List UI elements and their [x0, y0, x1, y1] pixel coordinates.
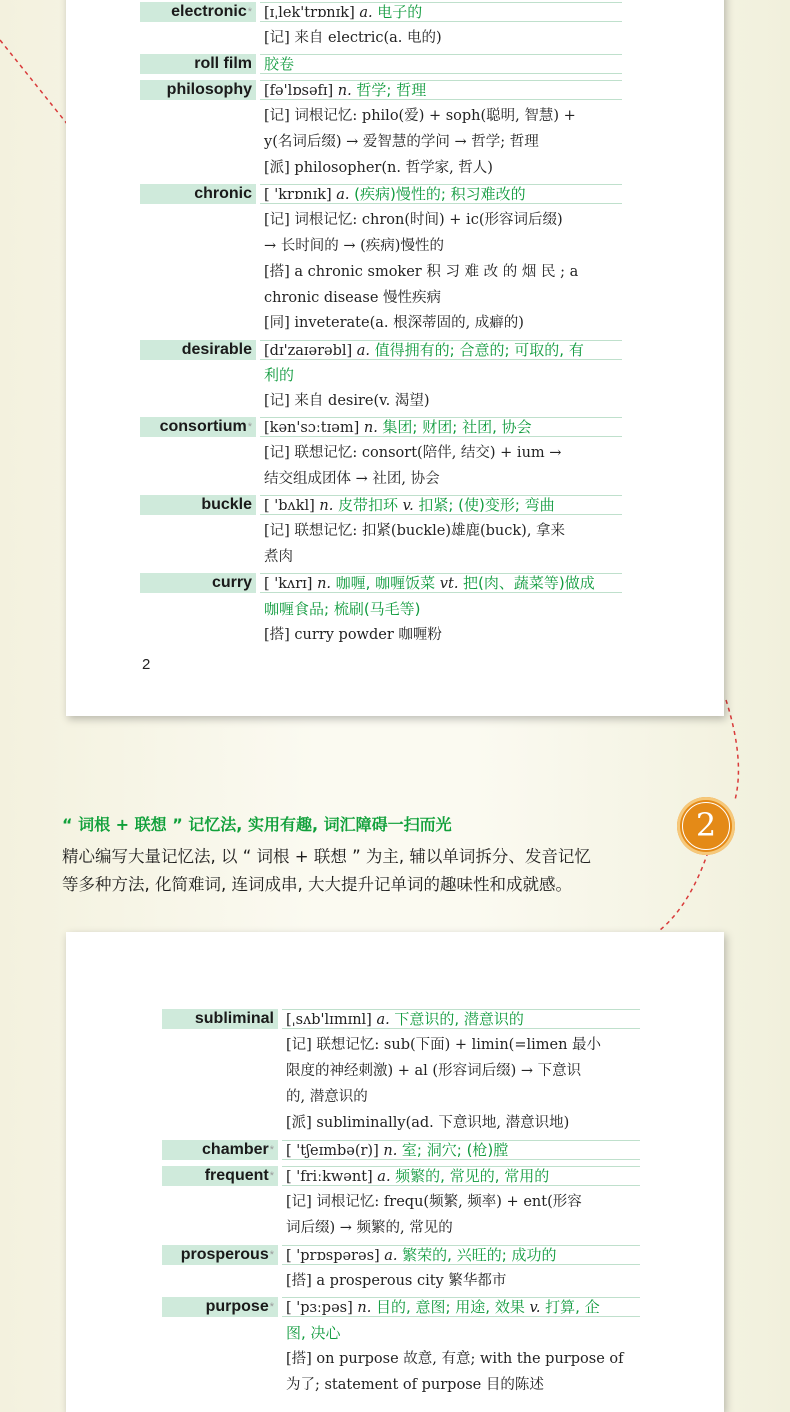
entry-definition [264, 495, 555, 516]
entry-note-line [264, 599, 421, 620]
part-of-speech: a. [371, 1012, 395, 1028]
note-text: [搭] a chronic smoker 积 习 难 改 的 烟 民 ; a [264, 263, 579, 280]
part-of-speech: a. [379, 1247, 403, 1264]
part-of-speech: n. [314, 498, 338, 515]
note-text: [搭] curry powder 咖喱粉 [264, 627, 442, 643]
headword-roll-film [140, 54, 256, 74]
dictionary-page-1 [66, 0, 724, 716]
entry-note-line [286, 1113, 569, 1133]
note-text: → 长时间的 → (疾病)慢性的 [264, 237, 444, 254]
entry-note-line [264, 391, 430, 411]
part-of-speech: vt. [435, 576, 464, 593]
badge-number: 2 [682, 802, 730, 850]
note-text: [记] 来自 electric(a. 电的) [264, 29, 442, 46]
entry-note-line [264, 469, 440, 489]
headword-purpose [162, 1297, 278, 1317]
headword-chronic [140, 184, 256, 204]
entry-definition [264, 573, 595, 594]
entry-definition [264, 417, 532, 438]
note-text: 的, 潜意识的 [286, 1089, 368, 1106]
star-icon: * [269, 1143, 274, 1156]
meaning-text: (疾病)慢性的; 积习难改的 [354, 184, 526, 203]
headword-subliminal [162, 1009, 278, 1029]
note-text: [搭] on purpose 故意, 有意; with the purpose of [286, 1351, 624, 1368]
part-of-speech: v. [398, 498, 419, 515]
meaning-text: 图, 决心 [286, 1324, 341, 1342]
note-text: [搭] a prosperous city 繁华都市 [286, 1272, 507, 1289]
entry-note-line [286, 1375, 544, 1395]
dictionary-page-2 [66, 932, 724, 1412]
star-icon: * [269, 1300, 274, 1313]
star-icon: * [269, 1248, 274, 1261]
entry-note-line [286, 1192, 582, 1212]
meaning-text: 电子的 [377, 3, 423, 21]
entry-definition [286, 1245, 557, 1266]
headword-text: curry [211, 574, 252, 592]
entry-note-line [264, 132, 539, 152]
entry-definition [264, 184, 526, 205]
star-icon: * [247, 6, 252, 18]
phonetic: [ɪˌlek'trɒnɪk] [264, 5, 355, 21]
entry-definition [264, 340, 584, 361]
headword-text: philosophy [166, 81, 252, 99]
entry-note-line [286, 1218, 453, 1238]
entry-note-line [286, 1061, 581, 1081]
headword-text: consortium [159, 418, 247, 436]
headword-text: chronic [194, 184, 252, 202]
entry-definition [264, 54, 294, 75]
phonetic: [ 'bʌkl] [264, 498, 315, 515]
note-text: 限度的神经刺激) + al (形容词后缀) → 下意识 [286, 1063, 582, 1080]
note-text: [记] 来自 desire(v. 渴望) [264, 393, 430, 410]
headword-prosperous [162, 1245, 278, 1265]
note-text: [同] inveterate(a. 根深蒂固的, 成癖的) [264, 315, 524, 332]
meaning-text: 把(肉、蔬菜等)做成 [463, 574, 595, 593]
headword-text: electronic [171, 3, 247, 20]
headword-curry [140, 573, 256, 593]
meaning-text: 咖喱食品; 梳刷(马毛等) [264, 600, 421, 619]
entry-definition [286, 1140, 508, 1161]
note-text: [记] 联想记忆: 扣紧(buckle)雄鹿(buck), 拿来 [264, 523, 566, 540]
note-text: [派] subliminally(ad. 下意识地, 潜意识地) [286, 1115, 570, 1132]
part-of-speech: n. [359, 420, 383, 437]
entry-note-line [286, 1087, 368, 1107]
entry-note-line [264, 106, 576, 126]
meaning-text: 胶卷 [264, 55, 295, 73]
phonetic: [ 'prɒspərəs] [286, 1247, 380, 1264]
part-of-speech: n. [352, 1299, 376, 1316]
note-text: 为了; statement of purpose 目的陈述 [286, 1377, 544, 1394]
number-badge [677, 797, 735, 855]
star-icon: * [247, 421, 252, 434]
phonetic: [kən'sɔːtɪəm] [264, 420, 360, 437]
meaning-text: 打算, 企 [545, 1297, 600, 1316]
meaning-text: 利的 [264, 366, 295, 385]
feature-body-line-2: 等多种方法, 化简难词, 连词成串, 大大提升记单词的趣味性和成就感。 [62, 875, 572, 894]
entry-note-line [264, 547, 293, 567]
part-of-speech: n. [333, 83, 357, 100]
note-text: 词后缀) → 频繁的, 常见的 [286, 1220, 453, 1237]
part-of-speech: n. [312, 576, 336, 593]
note-text: [记] 联想记忆: consort(陪伴, 结交) + ium → [264, 445, 562, 462]
part-of-speech: a. [331, 186, 355, 203]
meaning-text: 皮带扣环 [337, 496, 398, 515]
headword-text: subliminal [194, 1010, 274, 1027]
part-of-speech: a. [354, 5, 378, 21]
note-text: [记] 词根记忆: chron(时间) + ic(形容词后缀) [264, 211, 563, 228]
note-text: chronic disease 慢性疾病 [264, 289, 442, 306]
phonetic: [ 'kʌrɪ] [264, 576, 313, 593]
entry-note-line [286, 1323, 341, 1344]
headword-frequent [162, 1166, 278, 1186]
meaning-text: 值得拥有的; 合意的; 可取的, 有 [374, 340, 584, 359]
headword-philosophy [140, 80, 256, 100]
feature-body-line-1: 精心编写大量记忆法, 以 “ 词根 + 联想 ” 为主, 辅以单词拆分、发音记忆 [62, 847, 591, 866]
headword-text: chamber [202, 1140, 269, 1158]
phonetic: [ 'krɒnɪk] [264, 186, 332, 203]
note-text: 煮肉 [264, 549, 293, 566]
headword-text: purpose [205, 1297, 269, 1315]
phonetic: [dɪ'zaɪərəbl] [264, 342, 353, 359]
entry-note-line [286, 1349, 623, 1369]
meaning-text: 目的, 意图; 用途, 效果 [375, 1297, 525, 1316]
meaning-text: 室; 洞穴; (枪)膛 [401, 1140, 509, 1159]
note-text: [记] 词根记忆: frequ(频繁, 频率) + ent(形容 [286, 1194, 582, 1211]
headword-desirable [140, 340, 256, 360]
headword-text: desirable [181, 340, 252, 358]
phonetic: [fə'lɒsəfɪ] [264, 83, 334, 100]
meaning-text: 集团; 财团; 社团, 协会 [382, 418, 532, 437]
entry-definition [264, 2, 422, 23]
entry-note-line [264, 158, 493, 178]
part-of-speech: n. [378, 1142, 402, 1159]
phonetic: [ 'tʃeɪmbə(r)] [286, 1142, 379, 1159]
entry-note-line [264, 443, 561, 463]
entry-note-line [264, 236, 444, 256]
part-of-speech: a. [372, 1169, 396, 1185]
note-text: [派] philosopher(n. 哲学家, 哲人) [264, 159, 493, 176]
entry-note-line [286, 1271, 506, 1291]
headword-text: buckle [201, 496, 252, 514]
entry-definition [286, 1009, 524, 1030]
entry-note-line [264, 521, 565, 541]
feature-title: “ 词根 + 联想 ” 记忆法, 实用有趣, 词汇障碍一扫而光 [62, 815, 452, 834]
headword-text: frequent [204, 1167, 269, 1184]
page-number: 2 [142, 656, 151, 673]
entry-note-line [264, 28, 442, 48]
part-of-speech: v. [524, 1299, 546, 1316]
note-text: [记] 词根记忆: philo(爱) + soph(聪明, 智慧) + [264, 108, 576, 124]
entry-note-line [264, 288, 441, 308]
entry-note-line [264, 313, 524, 333]
headword-text: prosperous [180, 1245, 269, 1263]
meaning-text: 下意识的, 潜意识的 [394, 1010, 524, 1028]
headword-buckle [140, 495, 256, 515]
meaning-text: 咖喱, 咖喱饭菜 [335, 574, 436, 593]
note-text: 结交组成团体 → 社团, 协会 [264, 471, 440, 488]
headword-text: roll film [194, 55, 252, 72]
entry-definition [286, 1297, 600, 1318]
entry-note-line [264, 625, 442, 645]
entry-definition [264, 80, 426, 101]
meaning-text: 频繁的, 常见的, 常用的 [395, 1167, 550, 1185]
entry-definition [286, 1166, 549, 1187]
phonetic: [ˌsʌb'lɪmɪnl] [286, 1012, 372, 1028]
meaning-text: 繁荣的, 兴旺的; 成功的 [402, 1245, 557, 1264]
headword-chamber [162, 1140, 278, 1160]
meaning-text: 扣紧; (使)变形; 弯曲 [418, 496, 555, 515]
phonetic: [ 'friːkwənt] [286, 1169, 373, 1185]
entry-note-line [264, 210, 563, 230]
entry-note-line [264, 365, 294, 386]
note-text: [记] 联想记忆: sub(下面) + limin(=limen 最小 [286, 1037, 602, 1054]
phonetic: [ 'pɜːpəs] [286, 1299, 353, 1316]
entry-note-line [286, 1035, 601, 1055]
note-text: y(名词后缀) → 爱智慧的学问 → 哲学; 哲理 [264, 133, 539, 150]
meaning-text: 哲学; 哲理 [356, 81, 427, 100]
headword-electronic [140, 2, 256, 22]
headword-rule [260, 54, 622, 74]
part-of-speech: a. [352, 342, 375, 359]
headword-consortium [140, 417, 256, 437]
entry-note-line [264, 262, 578, 282]
star-icon: * [269, 1170, 274, 1182]
